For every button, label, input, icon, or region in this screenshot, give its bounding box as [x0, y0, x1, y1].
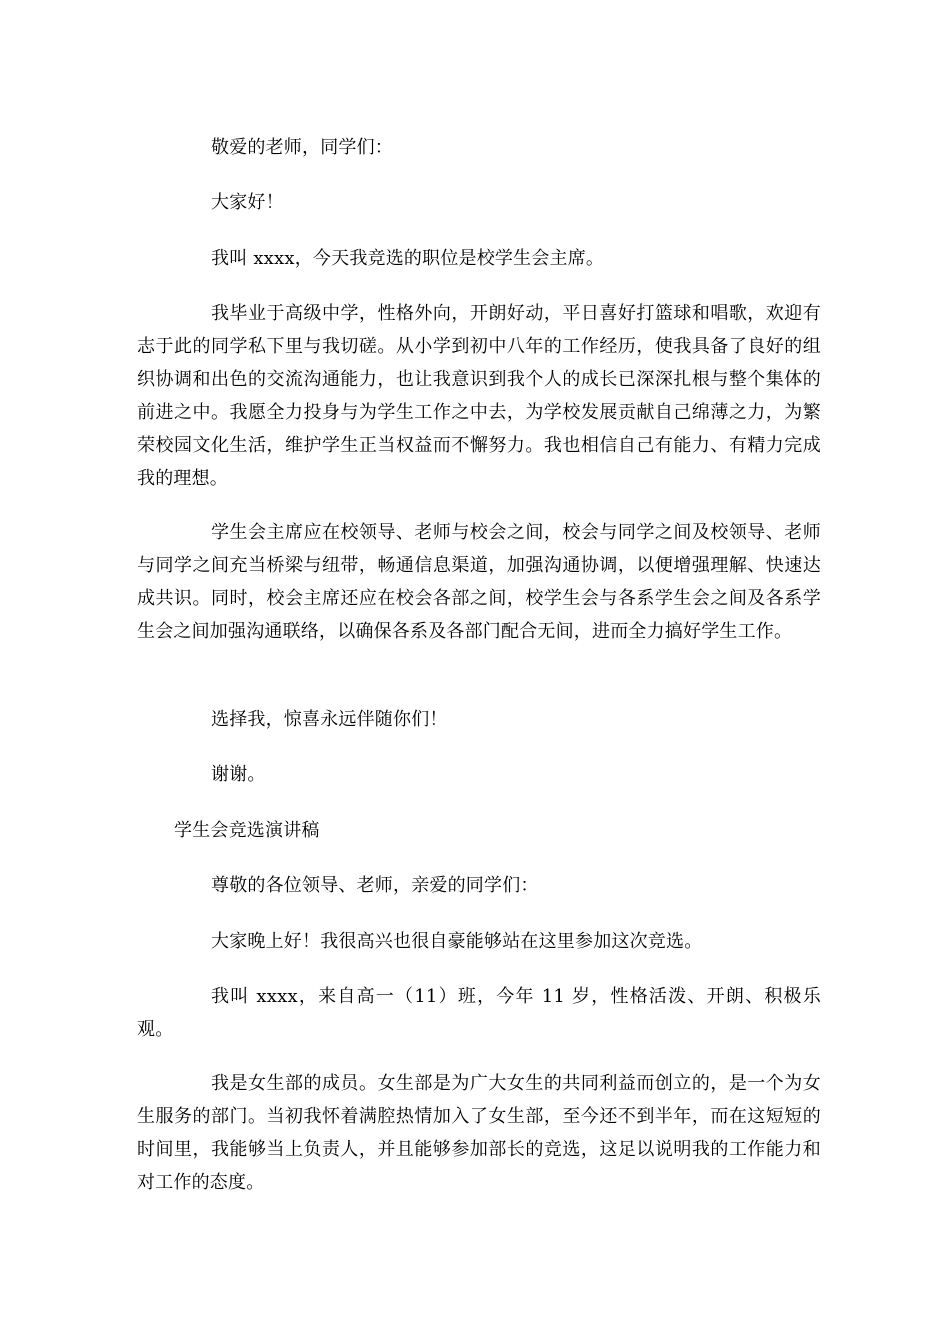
paragraph-role: 学生会主席应在校领导、老师与校会之间，校会与同学之间及校领导、老师与同学之间充当桥梁与纽带，畅通信息渠道，加强沟通协调，以便增强理解、快速达成共识。同时，校会主席还应在校会各部之间，校学生会与各系学生会之间及各系学生会之间加强沟通联络，以确保各系及各部门配合无间，进而全力搞好学生工作。 — [137, 522, 821, 642]
paragraph-department: 我是女生部的成员。女生部是为广大女生的共同利益而创立的，是一个为女生服务的部门。当初我怀着满腔热情加入了女生部，至今还不到半年，而在这短短的时间里，我能够当上负责人，并且能够参加部长的竞选，这足以说明我的工作能力和对工作的态度。 — [137, 1073, 821, 1193]
greeting: 敬爱的老师，同学们： — [211, 137, 393, 158]
intro-paragraph: 我叫 xxxx，今天我竞选的职位是校学生会主席。 — [211, 248, 605, 269]
greeting-2: 尊敬的各位领导、老师，亲爱的同学们： — [211, 875, 539, 896]
thanks-line: 谢谢。 — [211, 764, 266, 785]
section-title: 学生会竞选演讲稿 — [174, 820, 320, 841]
paragraph-background: 我毕业于高级中学，性格外向，开朗好动，平日喜好打篮球和唱歌，欢迎有志于此的同学私下里与我切磋。从小学到初中八年的工作经历，使我具备了良好的组织协调和出色的交流沟通能力，也让我意识到我个人的成长已深深扎根与整个集体的前进之中。我愿全力投身与为学生工作之中去，为学校发展贡献自己绵薄之力，为繁荣校园文化生活，维护学生正当权益而不懈努力。我也相信自己有能力、有精力完成我的理想。 — [137, 303, 821, 489]
closing-line: 选择我，惊喜永远伴随你们！ — [211, 709, 448, 730]
hello-2: 大家晚上好！我很高兴也很自豪能够站在这里参加这次竞选。 — [211, 931, 703, 952]
hello: 大家好！ — [211, 192, 284, 213]
intro-2-paragraph: 我叫 xxxx，来自高一（11）班，今年 11 岁，性格活泼、开朗、积极乐观。 — [137, 986, 821, 1040]
